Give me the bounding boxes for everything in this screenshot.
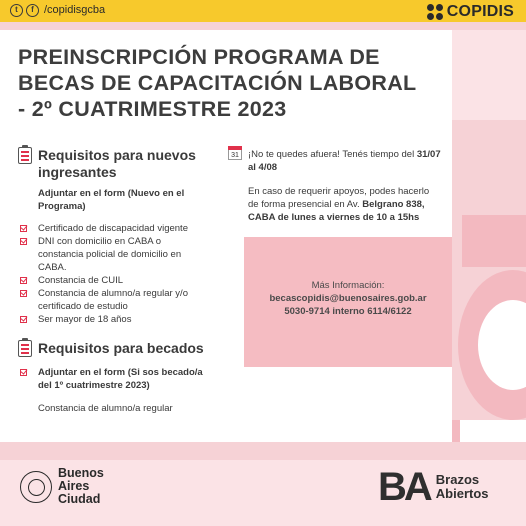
brazos-name-line: Abiertos <box>435 486 489 501</box>
section-subheading-scholars: Adjuntar en el form (Si sos becado/a del 1º cuatrimestre 2023) <box>38 367 203 391</box>
city-name-line: Buenos <box>58 466 104 480</box>
deadline-dates: 31/07 al 4/08 <box>248 149 441 173</box>
info-phone: 5030-9714 interno 6114/6122 <box>284 306 412 317</box>
scholars-note: Constancia de alumno/a regular <box>38 403 173 414</box>
decor-stripe <box>452 30 526 120</box>
section-heading-scholars: Requisitos para becados <box>38 340 204 356</box>
calendar-icon: 31 <box>228 146 242 160</box>
list-item: Constancia de CUIL <box>38 275 124 286</box>
decor-stripe <box>462 215 526 267</box>
twitter-icon[interactable]: t <box>10 4 23 17</box>
checkbox-icon <box>20 277 27 284</box>
deadline-lead: ¡No te quedes afuera! Tenés tiempo del <box>248 149 415 160</box>
list-item: Ser mayor de 18 años <box>38 314 132 325</box>
clipboard-icon <box>18 147 32 164</box>
checkbox-icon <box>20 238 27 245</box>
section-heading-new: Requisitos para nuevos ingresantes <box>38 147 196 180</box>
support-lead: En caso de requerir apoyos, podes hacerlo de forma presencial en Av. <box>248 186 430 210</box>
page-title: PREINSCRIPCIÓN PROGRAMA DE BECAS DE CAPACITACIÓN LABORAL - 2º CUATRIMESTRE 2023 <box>18 45 417 121</box>
list-item: DNI con domicilio en CABA o constancia policial de domicilio en CABA. <box>38 236 182 273</box>
list-item: Constancia de alumno/a regular y/o certificado de estudio <box>38 288 188 312</box>
support-text <box>248 185 438 224</box>
checkbox-icon <box>20 225 27 232</box>
city-seal-icon <box>20 471 52 503</box>
brazos-name-line: Brazos <box>435 472 480 487</box>
buenos-aires-ciudad-logo <box>20 467 104 506</box>
city-name-line: Aires <box>58 479 90 493</box>
facebook-icon[interactable]: f <box>26 4 39 17</box>
ba-mark: BA <box>378 465 430 509</box>
checkbox-icon <box>20 290 27 297</box>
checkbox-icon <box>20 316 27 323</box>
copidis-logo-icon <box>427 4 443 20</box>
city-name-line: Ciudad <box>58 492 101 506</box>
list-item: Certificado de discapacidad vigente <box>38 223 188 234</box>
checkbox-icon <box>20 369 27 376</box>
copidis-logo <box>427 3 514 21</box>
clipboard-icon <box>18 340 32 357</box>
copidis-logo-text: COPIDIS <box>446 3 514 20</box>
deadline-text <box>248 148 443 174</box>
social-handle[interactable]: /copidisgcba <box>44 4 106 16</box>
section-subheading-new: Adjuntar en el form (Nuevo en el Programa) <box>38 188 185 212</box>
top-bar <box>0 0 526 22</box>
info-box <box>244 237 452 367</box>
support-address: Belgrano 838, CABA de lunes a viernes de 10 a 15hs <box>248 199 425 223</box>
brazos-abiertos-logo <box>378 467 489 507</box>
info-label: Más Información: <box>311 280 385 291</box>
info-email[interactable]: becascopidis@buenosaires.gob.ar <box>269 293 427 304</box>
